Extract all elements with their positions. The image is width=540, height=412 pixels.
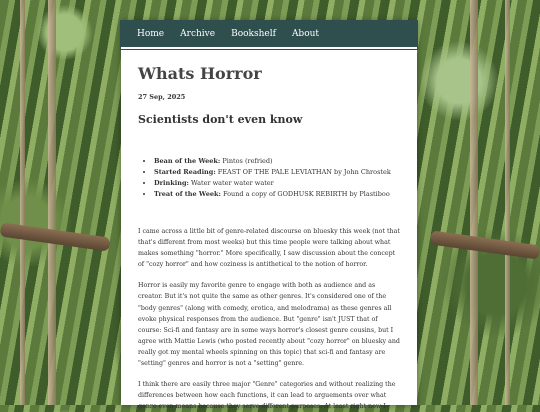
post-paragraph: Horror is easily my favorite genre to engage with both as audience and as creator. But it's not quite the same as other genres. It's considered one of the "body genres" (along with comedy, erotica, and melodrama) as these genres all evoke physical responses from the audience. But "genre" isn't JUST that of course: Sci-fi and fantasy are in some ways horror's closest genre cousins, but I agree with Mattie Lewis (who posted recently about "cozy horror" on bluesky and really got my mental wheels spinning on this topic) that sci-fi and fantasy are "setting" genres and horror is not a "setting" genre.	[138, 282, 400, 368]
post-title: Scientists don't even know	[138, 113, 303, 126]
background-tree-trunk	[48, 0, 56, 405]
blog-page	[121, 21, 417, 411]
background-tree-trunk	[20, 0, 25, 405]
stat-label: Started Reading:	[154, 168, 216, 176]
background-tree-trunk	[505, 0, 510, 405]
nav-home-link[interactable]: Home	[137, 29, 165, 39]
blog-title: Whats Horror	[138, 64, 262, 83]
nav-about-link[interactable]: About	[291, 29, 320, 39]
post-date: 27 Sep, 2025	[138, 93, 186, 101]
list-item	[154, 167, 400, 178]
top-nav	[121, 21, 417, 49]
stat-label: Drinking:	[154, 179, 189, 187]
list-item	[154, 156, 400, 167]
stat-value: Found a copy of GODHUSK REBIRTH by Plastiboo	[222, 190, 390, 198]
nav-archive-link[interactable]: Archive	[180, 29, 216, 39]
post-body	[138, 226, 400, 412]
stat-label: Bean of the Week:	[154, 157, 221, 165]
post-paragraph: I came across a little bit of genre-related discourse on bluesky this week (not that that's different from most weeks) but this time people were talking about what makes something "horror." More specifically, I saw discussion about the concept of "cozy horror" and how coziness is antithetical to the notion of horror.	[138, 228, 400, 269]
background-tree-trunk	[470, 0, 478, 405]
stat-value: FEAST OF THE PALE LEVIATHAN by John Chrostek	[217, 168, 391, 176]
stat-label: Treat of the Week:	[154, 190, 221, 198]
post-content	[121, 64, 417, 412]
background-log	[430, 230, 540, 259]
weekly-stats-list	[138, 156, 400, 200]
stat-value: Water water water water	[190, 179, 274, 187]
list-item	[154, 178, 400, 189]
post-paragraph: I think there are easily three major "Genre" categories and without realizing the differences between how each functions, it can lead to arguements over what genre even means because they serve different purposes. At least right now I	[138, 381, 396, 411]
nav-bookshelf-link[interactable]: Bookshelf	[231, 29, 276, 39]
list-item	[154, 189, 400, 200]
stat-value: Pintos (refried)	[222, 157, 273, 165]
